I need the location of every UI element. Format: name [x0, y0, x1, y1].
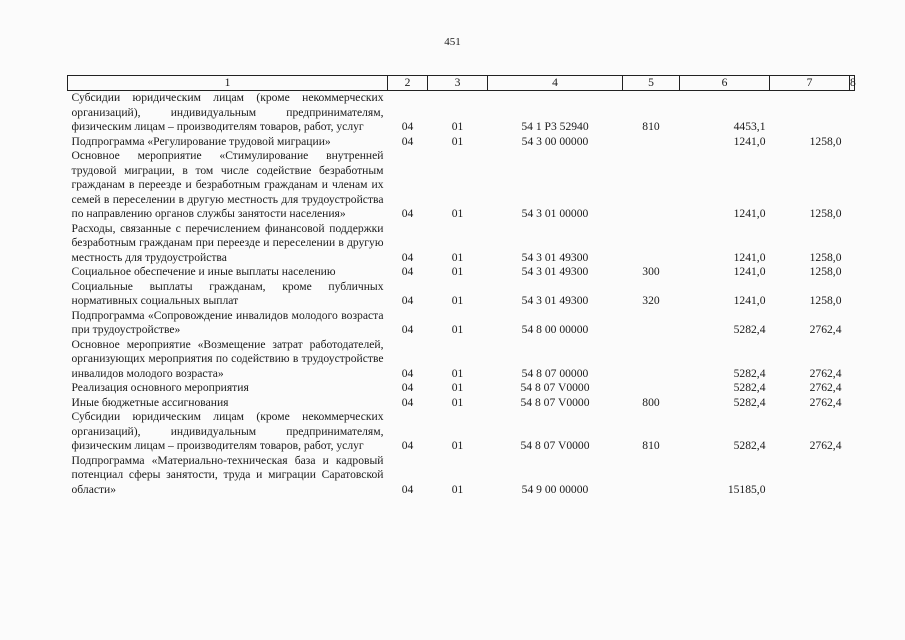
amount-col7: 2762,4	[809, 439, 842, 452]
column-header: 8	[850, 76, 856, 89]
expense-type-code: 800	[642, 395, 660, 409]
subsection-code: 01	[451, 395, 464, 409]
subsection-code: 01	[451, 250, 464, 264]
expense-type-code	[623, 309, 680, 338]
amount-col6: 1241,0	[733, 294, 766, 307]
section-code: 04	[401, 482, 414, 496]
section-code: 04	[401, 265, 414, 278]
subsection-code: 01	[451, 265, 464, 278]
table-row	[68, 396, 855, 411]
empty-col8	[850, 135, 855, 150]
table-row	[68, 280, 855, 309]
subsection-code: 01	[451, 134, 464, 148]
amount-col6: 5282,4	[733, 366, 766, 380]
amount-col7: 2762,4	[809, 323, 842, 336]
amount-col6: 1241,0	[733, 207, 766, 220]
subsection-code: 01	[451, 366, 464, 380]
column-header: 5	[623, 76, 680, 91]
section-code: 04	[401, 366, 414, 380]
target-article-code: 54 3 01 49300	[521, 294, 589, 307]
expense-type-code: 810	[642, 439, 660, 452]
empty-col8	[850, 396, 855, 411]
target-article-code: 54 3 01 49300	[521, 265, 589, 278]
subsection-code: 01	[451, 482, 464, 496]
subsection-code: 01	[451, 207, 464, 220]
target-article-code: 54 8 07 V0000	[520, 439, 590, 452]
table-row	[68, 338, 855, 382]
subsection-code: 01	[451, 294, 464, 307]
empty-col8	[850, 338, 855, 382]
expense-type-code	[623, 454, 680, 498]
column-header: 6	[680, 76, 770, 91]
target-article-code: 54 8 07 00000	[521, 366, 589, 380]
empty-col8	[850, 454, 855, 498]
table-row	[68, 222, 855, 266]
amount-col7: 2762,4	[809, 395, 842, 409]
section-code: 04	[401, 323, 414, 336]
page-number: 451	[444, 36, 461, 48]
empty-col8	[850, 149, 855, 222]
amount-col7: 1258,0	[809, 265, 842, 278]
subsection-code: 01	[451, 381, 464, 394]
amount-col6: 15185,0	[727, 482, 766, 496]
target-article-code: 54 3 01 00000	[521, 207, 589, 220]
expense-type-code	[623, 149, 680, 222]
amount-col6: 5282,4	[733, 381, 766, 394]
empty-col8	[850, 222, 855, 266]
column-header: 2	[388, 76, 428, 91]
section-code: 04	[401, 120, 414, 133]
table-row	[68, 410, 855, 454]
amount-col7: 1258,0	[809, 134, 842, 148]
item-name: Субсидии юридическим лицам (кроме некоммерческих организаций), индивидуальным предпринимателям, физическим лицам – производителям товаров, работ, услуг	[71, 410, 384, 452]
amount-col6: 5282,4	[733, 439, 766, 452]
section-code: 04	[401, 381, 414, 394]
amount-col7: 1258,0	[809, 250, 842, 264]
amount-col7	[770, 91, 850, 135]
section-code: 04	[401, 134, 414, 148]
amount-col6: 1241,0	[733, 250, 766, 264]
table-row	[68, 149, 855, 222]
item-name: Реализация основного мероприятия	[71, 381, 249, 394]
empty-col8	[850, 309, 855, 338]
budget-table	[67, 75, 855, 497]
target-article-code: 54 8 00 00000	[521, 323, 589, 336]
amount-col6: 5282,4	[733, 323, 766, 336]
amount-col6: 1241,0	[733, 134, 766, 148]
table-row	[68, 381, 855, 396]
amount-col7: 1258,0	[809, 294, 842, 307]
header-row	[68, 76, 855, 91]
item-name: Подпрограмма «Сопровождение инвалидов молодого возраста при трудоустройстве»	[71, 308, 384, 336]
table-row	[68, 135, 855, 150]
column-header: 7	[770, 76, 850, 91]
item-name: Иные бюджетные ассигнования	[71, 395, 229, 409]
section-code: 04	[401, 439, 414, 452]
expense-type-code	[623, 381, 680, 396]
expense-type-code: 320	[642, 294, 660, 307]
expense-type-code	[623, 338, 680, 382]
section-code: 04	[401, 395, 414, 409]
table-row	[68, 309, 855, 338]
item-name: Субсидии юридическим лицам (кроме некоммерческих организаций), индивидуальным предпринимателям, физическим лицам – производителям товаров, работ, услуг	[71, 91, 384, 133]
item-name: Социальные выплаты гражданам, кроме публичных нормативных социальных выплат	[71, 279, 384, 307]
section-code: 04	[401, 207, 414, 220]
table-row	[68, 91, 855, 135]
amount-col6: 1241,0	[733, 265, 766, 278]
target-article-code: 54 3 01 49300	[521, 250, 589, 264]
column-header: 4	[488, 76, 623, 91]
item-name: Основное мероприятие «Стимулирование внутренней трудовой миграции, в том числе содействие безработным гражданам в переезде и безработным гражданам и членам их семей в переселении в другую местность для трудоустройства по направлению органов службы занятости населения»	[71, 149, 384, 220]
subsection-code: 01	[451, 120, 464, 133]
amount-col6: 4453,1	[733, 120, 766, 133]
expense-type-code	[623, 135, 680, 150]
empty-col8	[850, 280, 855, 309]
section-code: 04	[401, 294, 414, 307]
empty-col8	[850, 381, 855, 396]
item-name: Подпрограмма «Материально-техническая база и кадровый потенциал сферы занятости, труда и миграции Саратовской области»	[71, 453, 384, 496]
column-header: 1	[68, 76, 388, 91]
table-row	[68, 454, 855, 498]
section-code: 04	[401, 250, 414, 264]
target-article-code: 54 1 Р3 52940	[521, 120, 589, 133]
target-article-code: 54 8 07 V0000	[520, 395, 590, 409]
amount-col7: 2762,4	[809, 366, 842, 380]
amount-col7: 2762,4	[809, 381, 842, 394]
amount-col7: 1258,0	[809, 207, 842, 220]
column-header: 3	[428, 76, 488, 91]
table-row	[68, 265, 855, 280]
empty-col8	[850, 265, 855, 280]
expense-type-code	[623, 222, 680, 266]
expense-type-code: 300	[642, 265, 660, 278]
item-name: Основное мероприятие «Возмещение затрат работодателей, организующих мероприятия по содействию в трудоустройстве инвалидов молодого возраста»	[71, 337, 384, 380]
target-article-code: 54 8 07 V0000	[520, 381, 590, 394]
target-article-code: 54 9 00 00000	[521, 482, 589, 496]
subsection-code: 01	[451, 323, 464, 336]
expense-type-code: 810	[642, 120, 660, 133]
item-name: Расходы, связанные с перечислением финансовой поддержки безработным гражданам при переезде и переселении в другую местность для трудоустройства	[71, 221, 384, 264]
empty-col8	[850, 91, 855, 135]
item-name: Подпрограмма «Регулирование трудовой миграции»	[71, 134, 331, 148]
target-article-code: 54 3 00 00000	[521, 134, 589, 148]
amount-col6: 5282,4	[733, 395, 766, 409]
empty-col8	[850, 410, 855, 454]
subsection-code: 01	[451, 439, 464, 452]
item-name: Социальное обеспечение и иные выплаты населению	[71, 265, 336, 278]
amount-col7	[770, 454, 850, 498]
